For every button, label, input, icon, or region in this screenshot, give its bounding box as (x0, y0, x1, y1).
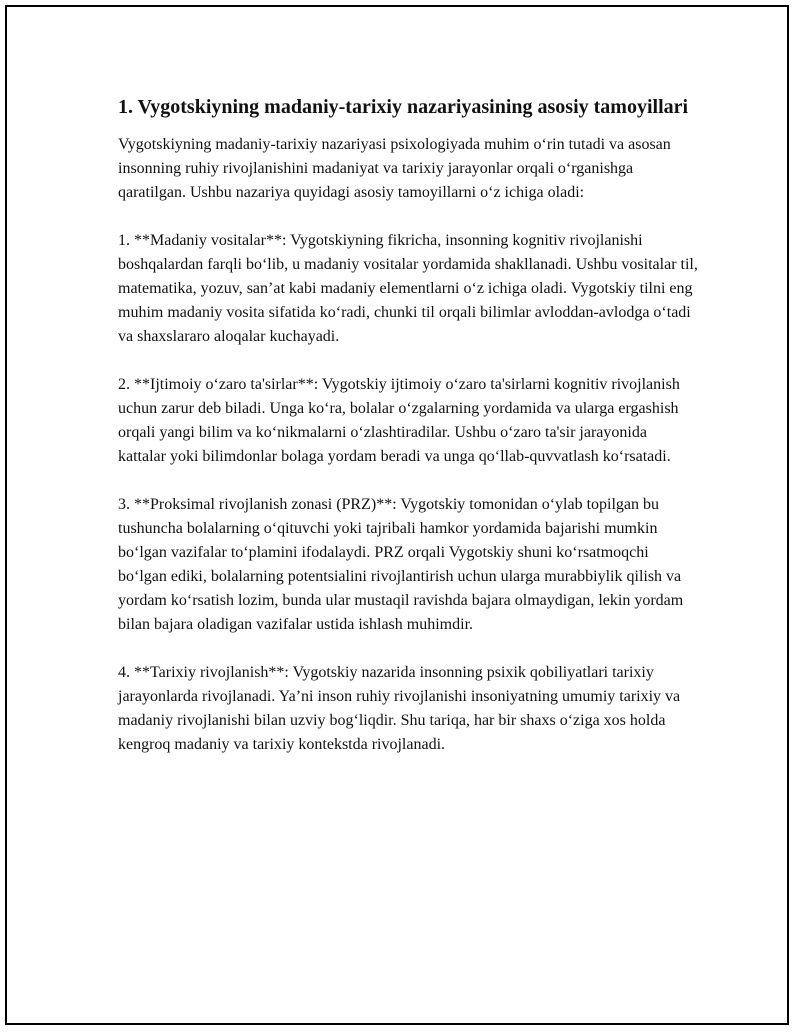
document-body (118, 93, 698, 781)
principle-paragraph-4: 4. **Tarixiy rivojlanish**: Vygotskiy nazarida insonning psixik qobiliyatlari tarixiy jarayonlarda rivojlanadi. Ya’ni inson ruhiy rivojlanishi insoniyatning umumiy tarixiy va madaniy rivojlanishi bilan uzviy bog‘liqdir. Shu tariqa, har bir shaxs o‘ziga xos holda kengroq madaniy va tarixiy kontekstda rivojlanadi. (118, 664, 681, 753)
section-title: 1. Vygotskiyning madaniy-tarixiy nazariyasining asosiy tamoyillari (118, 96, 689, 118)
principle-paragraph-2: 2. **Ijtimoiy o‘zaro ta'sirlar**: Vygotskiy ijtimoiy o‘zaro ta'sirlarni kognitiv rivojlanish uchun zarur deb biladi. Unga ko‘ra, bolalar o‘zgalarning yordamida va ularga ergashish orqali yangi bilim va ko‘nikmalarni o‘zlashtiradilar. Ushbu o‘zaro ta'sir jarayonida kattalar yoki bilimdonlar bolaga yordam beradi va unga qo‘llab-quvvatlash ko‘rsatadi. (118, 376, 680, 465)
intro-paragraph: Vygotskiyning madaniy-tarixiy nazariyasi psixologiyada muhim o‘rin tutadi va asosan insonning ruhiy rivojlanishini madaniyat va tarixiy jarayonlar orqali o‘rganishga qaratilgan. Ushbu nazariya quyidagi asosiy tamoyillarni o‘z ichiga oladi: (118, 136, 671, 201)
principle-paragraph-3: 3. **Proksimal rivojlanish zonasi (PRZ)**: Vygotskiy tomonidan o‘ylab topilgan bu tushuncha bolalarning o‘qituvchi yoki tajribali hamkor yordamida bajarishi mumkin bo‘lgan vazifalar to‘plamini ifodalaydi. PRZ orqali Vygotskiy shuni ko‘rsatmoqchi bo‘lgan ediki, bolalarning potentsialini rivojlantirish uchun ularga murabbiylik qilish va yordam ko‘rsatish lozim, bunda ular mustaqil ravishda bajara olmaydigan, lekin yordam bilan bajara oladigan vazifalar ustida ishlash muhimdir. (118, 496, 684, 633)
principle-paragraph-1: 1. **Madaniy vositalar**: Vygotskiyning fikricha, insonning kognitiv rivojlanishi boshqalardan farqli bo‘lib, u madaniy vositalar yordamida shakllanadi. Ushbu vositalar til, matematika, yozuv, san’at kabi madaniy elementlarni o‘z ichiga oladi. Vygotskiy tilni eng muhim madaniy vosita sifatida ko‘radi, chunki til orqali bilimlar avloddan-avlodga o‘tadi va shaxslararo aloqalar kuchayadi. (118, 232, 698, 345)
